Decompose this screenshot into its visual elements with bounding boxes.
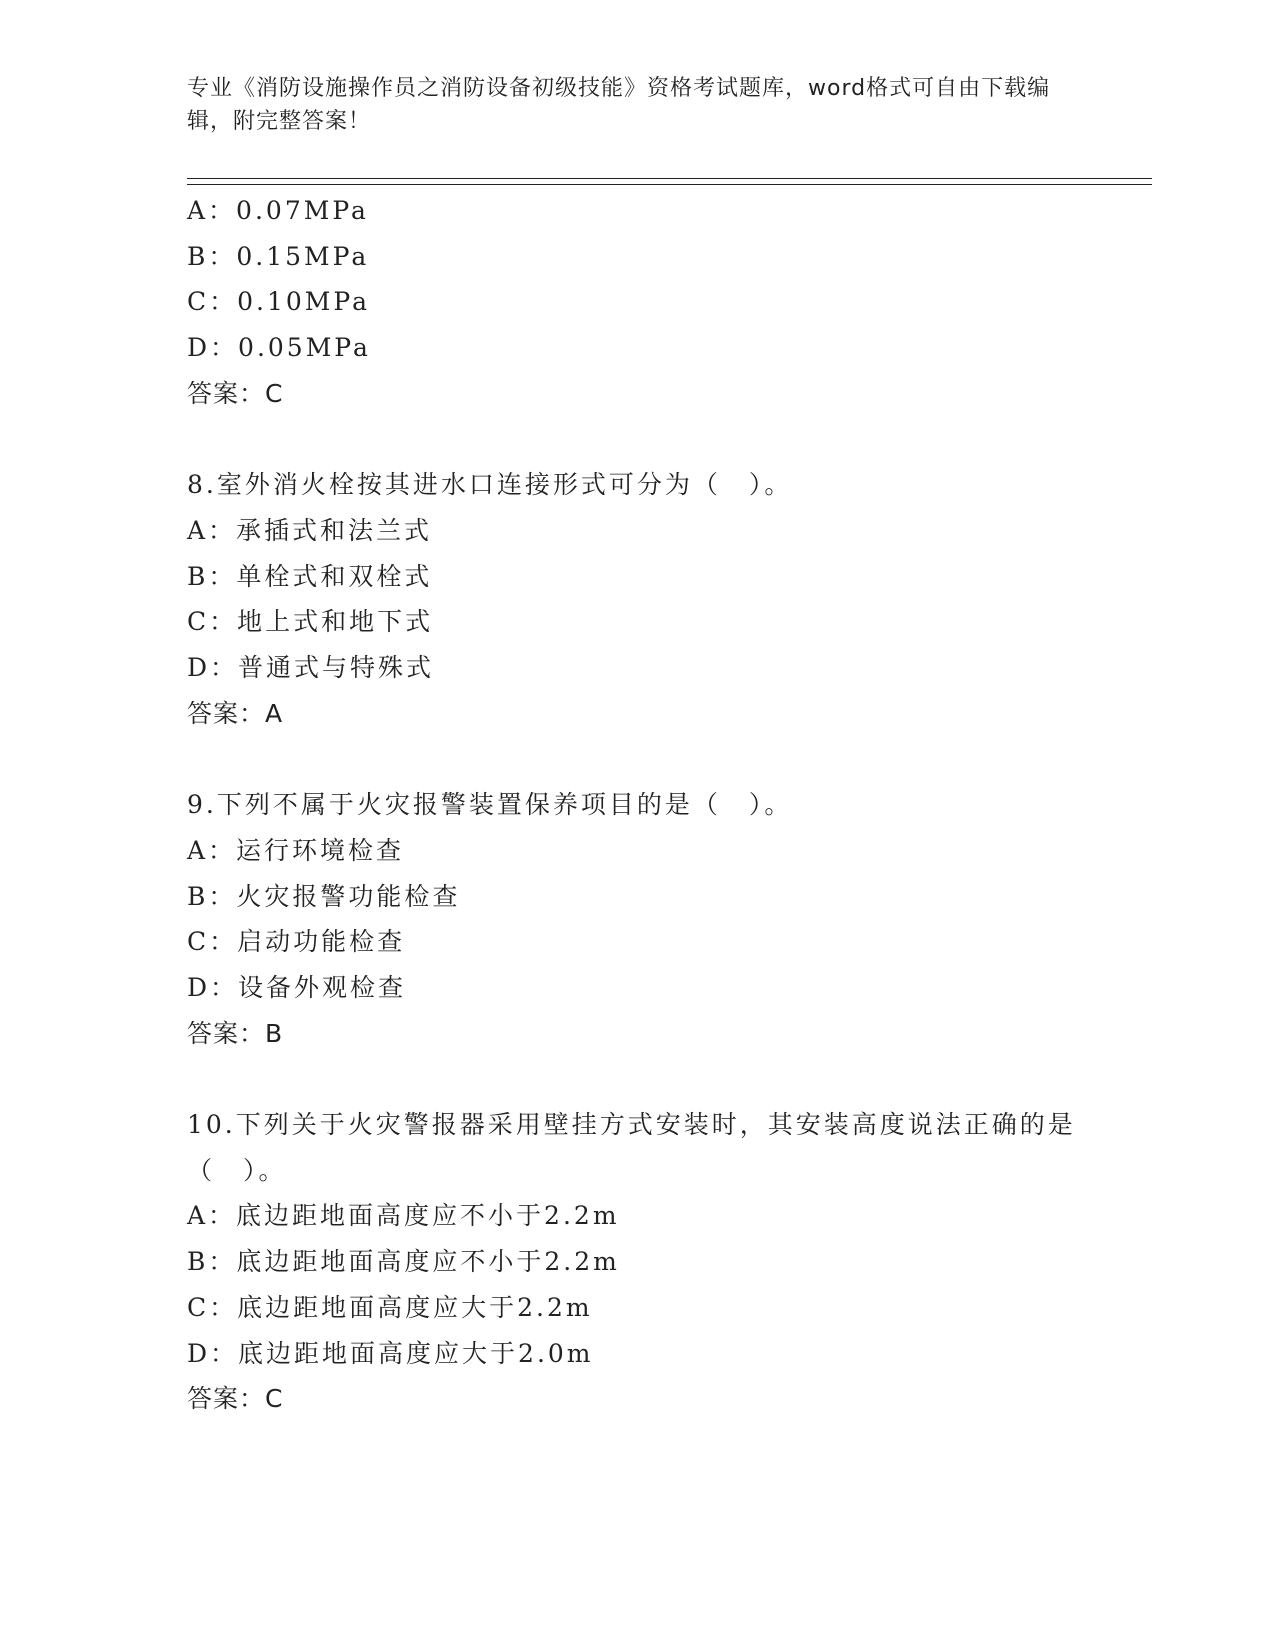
question-block-9 (187, 782, 1127, 1056)
option-c: C：底边距地面高度应大于2.2m (187, 1292, 593, 1322)
option-d: D：0.05MPa (187, 333, 371, 363)
option-d: D：普通式与特殊式 (187, 653, 435, 683)
answer-label: 答案：C (187, 1384, 284, 1414)
option-a: A：运行环境检查 (187, 835, 405, 865)
answer-label: 答案：C (187, 378, 284, 408)
spacer (187, 417, 1127, 463)
option-b: B：火灾报警功能检查 (187, 881, 461, 911)
question-block-10 (187, 1102, 1127, 1422)
option-c: C：地上式和地下式 (187, 607, 434, 637)
answer-label: 答案：B (187, 1018, 284, 1048)
option-c: C：0.10MPa (187, 287, 370, 317)
option-d: D：设备外观检查 (187, 972, 407, 1002)
answer-label: 答案：A (187, 698, 284, 728)
question-stem: 9.下列不属于火灾报警装置保养项目的是（ ）。 (187, 790, 793, 820)
option-c: C：启动功能检查 (187, 927, 406, 957)
document-header: 专业《消防设施操作员之消防设备初级技能》资格考试题库，word格式可自由下载编辑，附完整答案！ (187, 76, 1051, 134)
question-block-8 (187, 462, 1127, 736)
question-block-7 (187, 188, 1127, 417)
option-b: B：0.15MPa (187, 241, 370, 271)
question-stem: 8.室外消火栓按其进水口连接形式可分为（ ）。 (187, 470, 793, 500)
spacer (187, 736, 1127, 782)
option-a: A：0.07MPa (187, 196, 369, 225)
option-b: B：底边距地面高度应不小于2.2m (187, 1247, 620, 1277)
question-list (187, 188, 1127, 1422)
option-a: A：底边距地面高度应不小于2.2m (187, 1201, 620, 1231)
option-d: D：底边距地面高度应大于2.0m (187, 1338, 594, 1368)
option-a: A：承插式和法兰式 (187, 515, 433, 545)
question-stem: 10.下列关于火灾警报器采用壁挂方式安装时，其安装高度说法正确的是（ ）。 (187, 1110, 1076, 1185)
option-b: B：单栓式和双栓式 (187, 561, 433, 591)
spacer (187, 1056, 1127, 1102)
header-divider (187, 178, 1152, 185)
